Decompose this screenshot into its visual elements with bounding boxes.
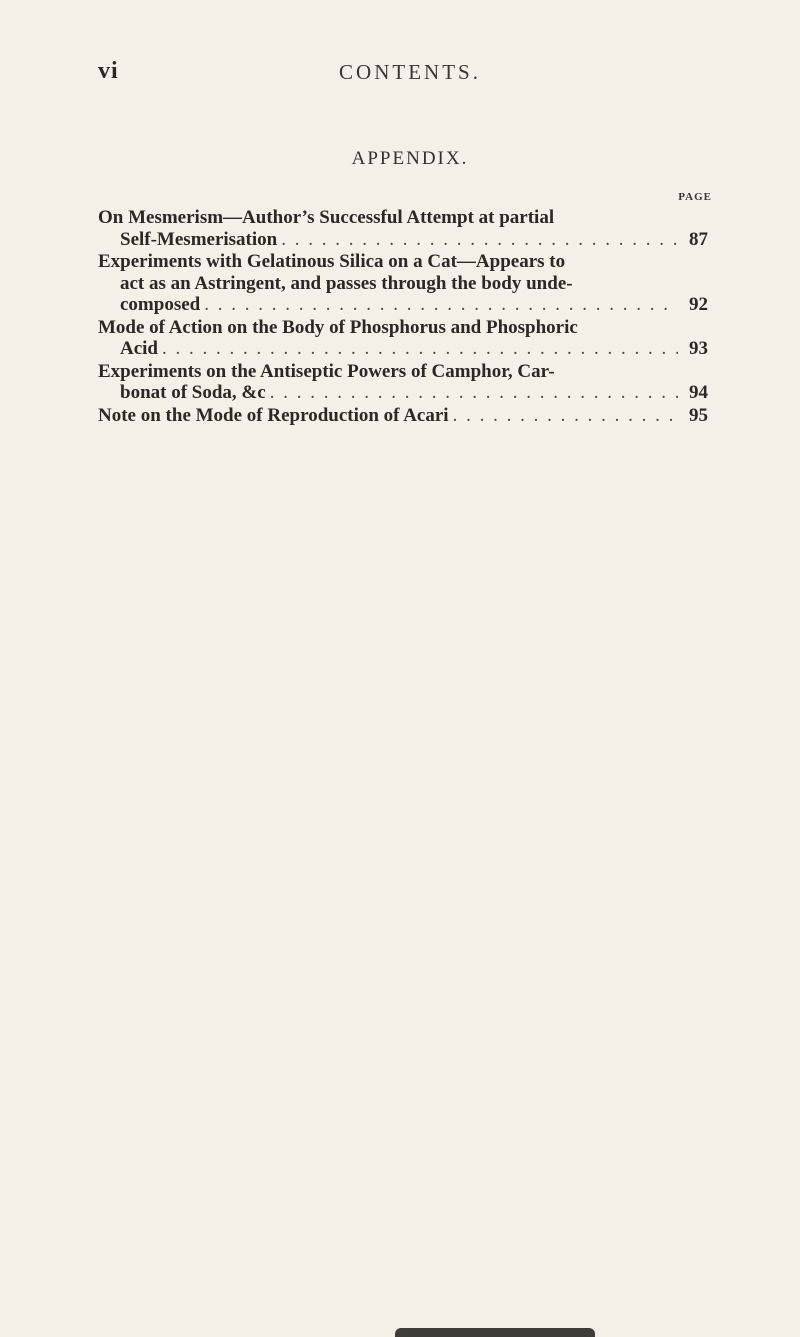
toc-entry [98,405,708,427]
section-title: APPENDIX. [351,148,469,169]
toc-entry-line: On Mesmerism—Author’s Successful Attempt at partial [98,207,555,228]
page-column-label: PAGE [678,191,712,203]
toc-entry-final-line [98,405,708,427]
toc-entry [98,207,708,250]
toc-entry-line: bonat of Soda, &c [120,382,266,403]
toc-entry-line: composed [120,294,201,315]
running-title: CONTENTS. [339,60,481,84]
toc-page-number: 92 [689,294,708,315]
toc-entry [98,251,708,316]
toc-entry-line: act as an Astringent, and passes through the body unde- [120,272,573,294]
toc-page-number: 93 [689,338,708,359]
toc-entry-final-line [98,382,708,404]
toc-entry-line: Experiments with Gelatinous Silica on a Cat—Appears to [98,251,566,272]
page-header [0,58,800,92]
toc-page-number: 95 [689,404,708,426]
toc-entry-line: Experiments on the Antiseptic Powers of Camphor, Car- [98,360,555,382]
table-of-contents [98,207,708,427]
dot-leader [281,229,678,251]
dot-leader [453,405,678,427]
toc-entry-final-line [98,229,708,251]
toc-page-number: 87 [689,228,708,250]
toc-entry-line: Mode of Action on the Body of Phosphorus and Phosphoric [98,316,578,338]
toc-entry-final-line [98,338,708,360]
toc-entry-line: Note on the Mode of Reproduction of Acari [98,404,449,426]
toc-page-number: 94 [689,382,708,403]
scan-edge-mark [395,1328,595,1337]
toc-entry [98,317,708,360]
dot-leader [162,338,678,360]
page-number: vi [98,58,119,84]
toc-entry-line: Acid [120,338,158,359]
toc-entry-final-line [98,294,708,316]
toc-entry [98,361,708,404]
toc-entry-line: Self-Mesmerisation [120,228,278,250]
dot-leader [204,294,678,316]
dot-leader [270,382,678,404]
